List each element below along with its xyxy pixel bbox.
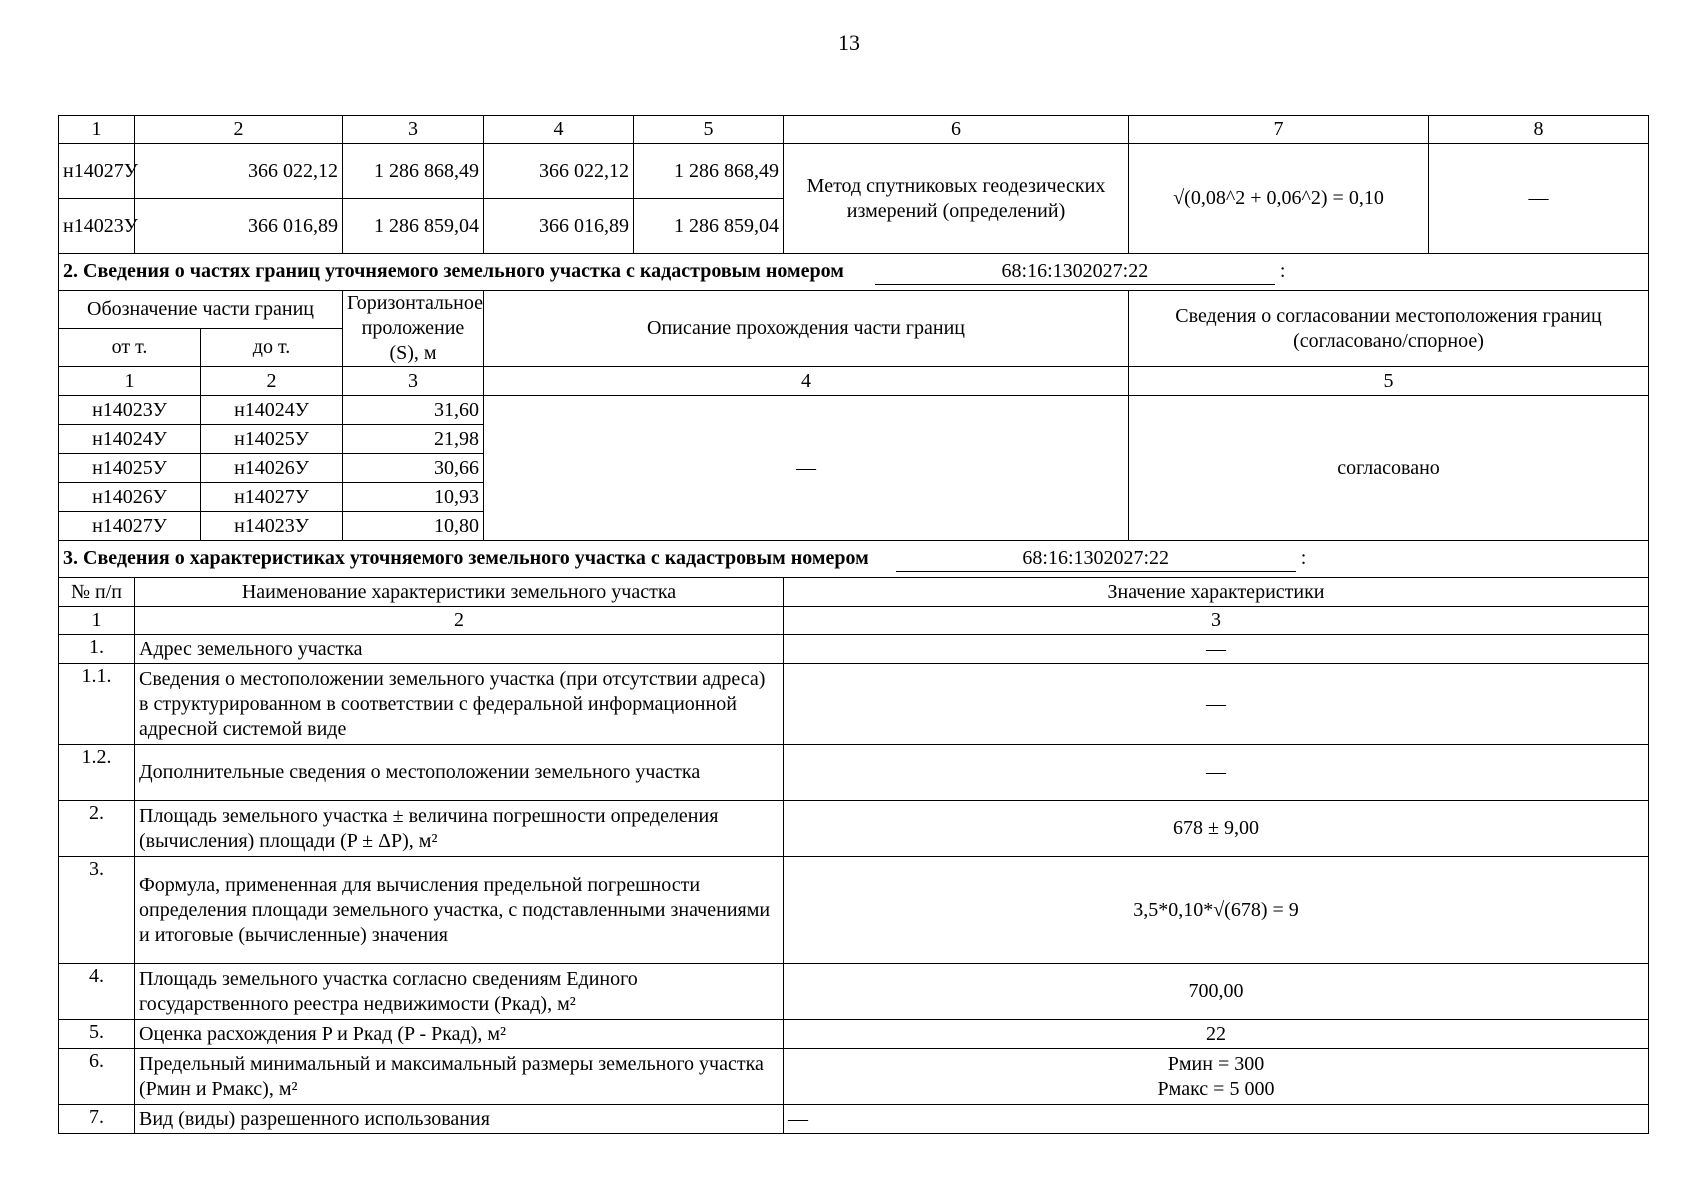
characteristic-value: — [784,664,1649,745]
section3-header-row [59,578,1649,607]
characteristic-num: 5. [59,1020,135,1049]
table1-row [59,144,1649,199]
coord-x: 366 016,89 [135,199,343,254]
section3-title-row [59,541,1649,578]
table1-header-cell: 1 [59,116,135,144]
column-number: 1 [59,607,135,635]
column-number: 2 [135,607,784,635]
characteristic-name: Оценка расхождения P и Pкад (P - Pкад), м² [135,1020,784,1049]
header-description: Описание прохождения части границ [484,291,1129,367]
land-plot-table [58,115,1649,1134]
characteristic-name: Площадь земельного участка согласно сведениям Единого государственного реестра недвижимости (Pкад), м² [135,964,784,1020]
boundary-length: 10,80 [343,512,484,541]
characteristic-value: 3,5*0,10*√(678) = 9 [784,857,1649,964]
boundary-row [59,396,1649,425]
to-point: н14024У [201,396,343,425]
header-agreement: Сведения о согласовании местоположения границ (согласовано/спорное) [1129,291,1649,367]
characteristic-row [59,635,1649,664]
characteristic-name: Адрес земельного участка [135,635,784,664]
header-value: Значение характеристики [784,578,1649,607]
coord-x-new: 366 022,12 [484,144,634,199]
coord-y-new: 1 286 859,04 [634,199,784,254]
characteristic-value: 678 ± 9,00 [784,801,1649,857]
characteristic-value [784,1049,1649,1105]
characteristic-name: Сведения о местоположении земельного участка (при отсутствии адреса) в структурированном в соответствии с федеральной информационной адресной системой виде [135,664,784,745]
section2-colon: : [1279,260,1286,282]
from-point: н14023У [59,396,201,425]
from-point: н14026У [59,483,201,512]
characteristic-row [59,1049,1649,1105]
boundary-length: 31,60 [343,396,484,425]
characteristic-num: 3. [59,857,135,964]
table1-header-cell: 3 [343,116,484,144]
table1-header-cell: 7 [1129,116,1429,144]
to-point: н14026У [201,454,343,483]
section2-cadastral-number: 68:16:1302027:22 [875,259,1275,285]
section2-title-row [59,254,1649,291]
column-number: 3 [784,607,1649,635]
table1-header-cell: 6 [784,116,1129,144]
characteristic-name: Предельный минимальный и максимальный размеры земельного участка (Pмин и Pмакс), м² [135,1049,784,1105]
coord-y: 1 286 859,04 [343,199,484,254]
header-from: от т. [59,329,201,367]
to-point: н14025У [201,425,343,454]
from-point: н14024У [59,425,201,454]
section2-title [59,254,1649,291]
characteristic-num: 6. [59,1049,135,1105]
coord-y-new: 1 286 868,49 [634,144,784,199]
boundary-agreement: согласовано [1129,396,1649,541]
characteristic-value: — [784,1105,1649,1134]
from-point: н14027У [59,512,201,541]
from-point: н14025У [59,454,201,483]
section2-header-row [59,291,1649,329]
characteristic-num: 4. [59,964,135,1020]
max-size-value: Pмакс = 5 000 [1157,1077,1275,1100]
section3-cadastral-number: 68:16:1302027:22 [896,546,1296,572]
point-id: н14023У [59,199,135,254]
section3-title [59,541,1649,578]
characteristic-name: Дополнительные сведения о местоположении земельного участка [135,745,784,801]
characteristic-row [59,1105,1649,1134]
characteristic-name: Формула, примененная для вычисления предельной погрешности определения площади земельного участка, с подставленными значениями и итоговые (вычисленные) значения [135,857,784,964]
coord-y: 1 286 868,49 [343,144,484,199]
characteristic-value: — [784,635,1649,664]
header-num: № п/п [59,578,135,607]
header-to: до т. [201,329,343,367]
point-id: н14027У [59,144,135,199]
table1-header-row [59,116,1649,144]
to-point: н14027У [201,483,343,512]
section3-title-text: 3. Сведения о характеристиках уточняемого земельного участка с кадастровым номером [63,547,869,569]
page-number: 13 [838,30,860,55]
min-size-value: Pмин = 300 [1167,1052,1265,1075]
header-length: Горизонтальное проложение (S), м [343,291,484,367]
column-number: 3 [343,367,484,396]
table1-header-cell: 8 [1429,116,1649,144]
characteristic-num: 1.2. [59,745,135,801]
table1-header-cell: 5 [634,116,784,144]
column-number: 2 [201,367,343,396]
section3-colon: : [1300,547,1307,569]
section2-number-row [59,367,1649,396]
characteristic-value: 700,00 [784,964,1649,1020]
characteristic-name: Площадь земельного участка ± величина погрешности определения (вычисления) площади (P ± ΔP), м² [135,801,784,857]
header-designation: Обозначение части границ [59,291,343,329]
characteristic-num: 7. [59,1105,135,1134]
coord-x-new: 366 016,89 [484,199,634,254]
col8-cell: — [1429,144,1649,254]
column-number: 4 [484,367,1129,396]
characteristic-row [59,801,1649,857]
method-cell: Метод спутниковых геодезических измерений (определений) [784,144,1129,254]
section2-title-text: 2. Сведения о частях границ уточняемого земельного участка с кадастровым номером [63,260,844,282]
characteristic-row [59,664,1649,745]
characteristic-num: 2. [59,801,135,857]
to-point: н14023У [201,512,343,541]
column-number: 5 [1129,367,1649,396]
characteristic-row [59,857,1649,964]
accuracy-cell: √(0,08^2 + 0,06^2) = 0,10 [1129,144,1429,254]
section3-number-row [59,607,1649,635]
header-name: Наименование характеристики земельного участка [135,578,784,607]
characteristic-row [59,1020,1649,1049]
table1-header-cell: 4 [484,116,634,144]
boundary-description: — [484,396,1129,541]
characteristic-value: 22 [784,1020,1649,1049]
characteristic-name: Вид (виды) разрешенного использования [135,1105,784,1134]
boundary-length: 10,93 [343,483,484,512]
characteristic-row [59,964,1649,1020]
table1-header-cell: 2 [135,116,343,144]
characteristic-value: — [784,745,1649,801]
coord-x: 366 022,12 [135,144,343,199]
characteristic-row [59,745,1649,801]
boundary-length: 30,66 [343,454,484,483]
column-number: 1 [59,367,201,396]
characteristic-num: 1. [59,635,135,664]
characteristic-num: 1.1. [59,664,135,745]
boundary-length: 21,98 [343,425,484,454]
